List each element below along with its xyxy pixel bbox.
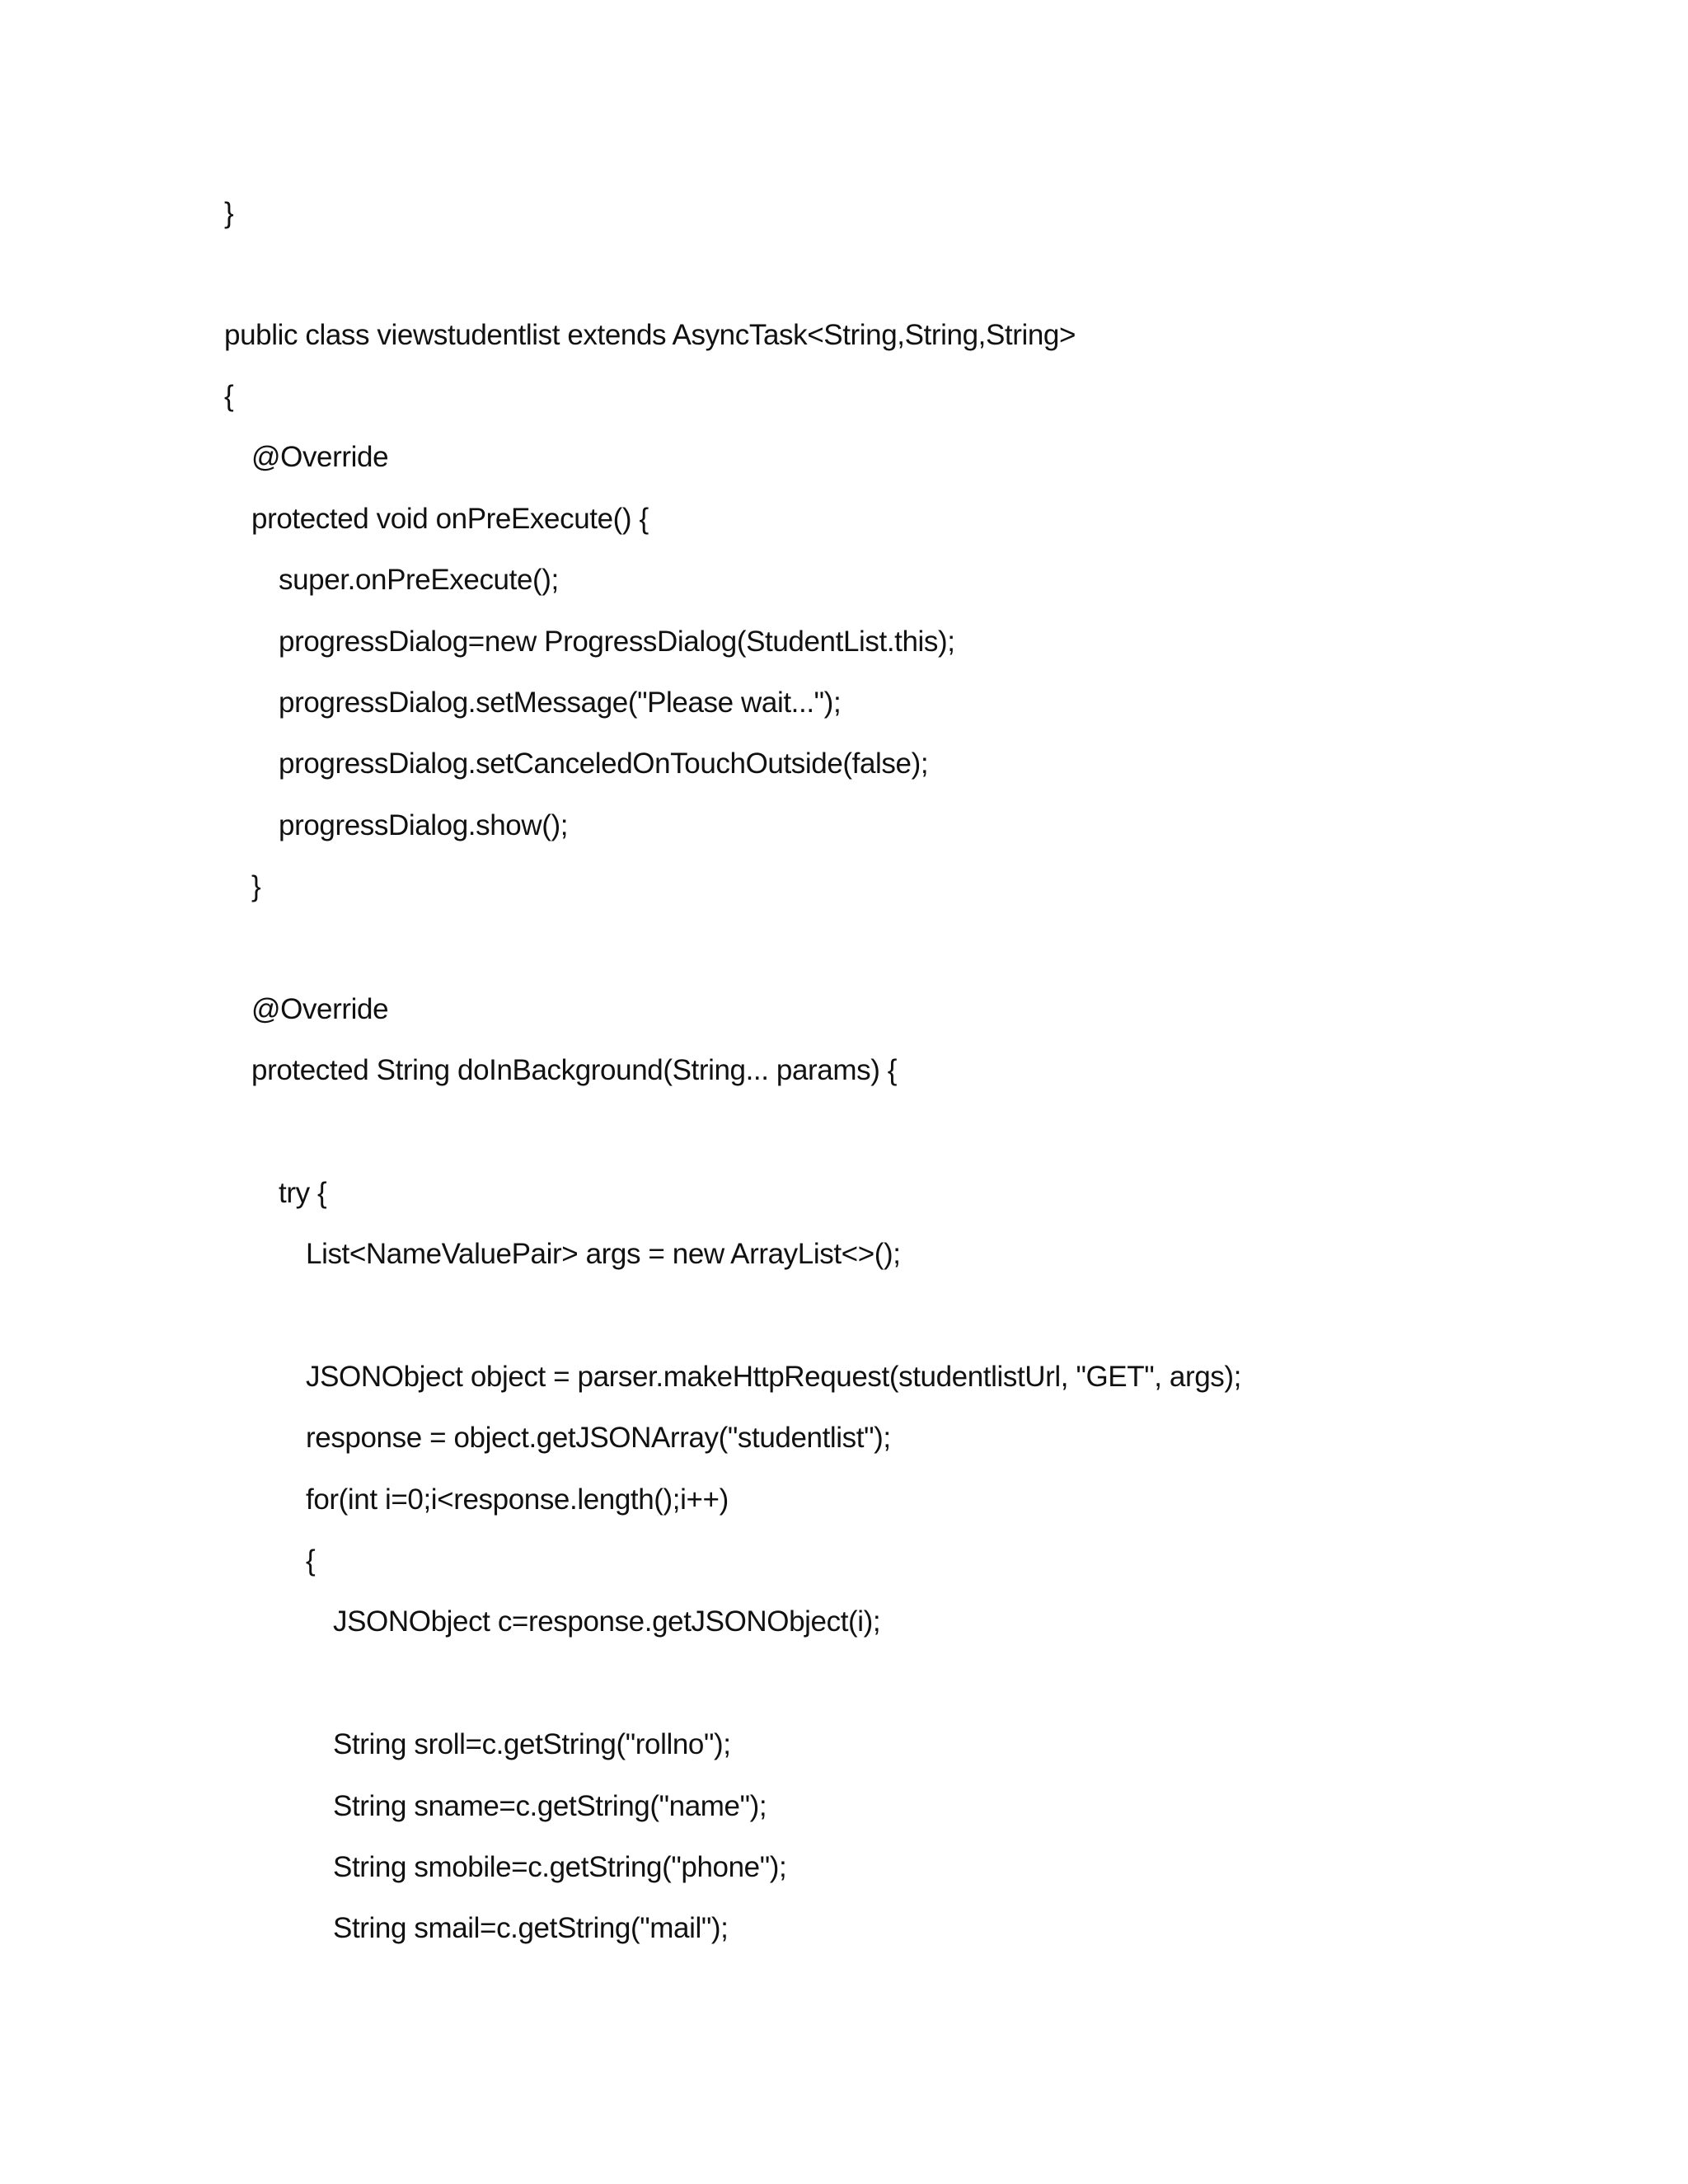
code-line: protected String doInBackground(String... params) {	[251, 1054, 898, 1086]
code-line: JSONObject object = parser.makeHttpRequest(studentlistUrl, "GET", args);	[306, 1361, 1241, 1393]
code-line: List<NameValuePair> args = new ArrayList<>();	[306, 1238, 901, 1270]
code-line: @Override	[251, 441, 389, 473]
code-line: {	[224, 380, 234, 412]
code-line: progressDialog.show();	[279, 809, 569, 841]
code-line: {	[306, 1544, 316, 1577]
code-line: protected void onPreExecute() {	[251, 503, 649, 535]
code-line: String sname=c.getString("name");	[333, 1790, 767, 1822]
code-line: progressDialog=new ProgressDialog(StudentList.this);	[279, 626, 955, 658]
code-line: JSONObject c=response.getJSONObject(i);	[333, 1605, 881, 1638]
code-line: for(int i=0;i<response.length();i++)	[306, 1483, 729, 1516]
code-line: String sroll=c.getString("rollno");	[333, 1728, 731, 1760]
code-line: String smail=c.getString("mail");	[333, 1912, 729, 1944]
code-line: progressDialog.setMessage("Please wait...");	[279, 687, 842, 719]
code-line: }	[251, 870, 261, 902]
code-line: @Override	[251, 993, 389, 1025]
code-line: super.onPreExecute();	[279, 564, 559, 596]
code-line: String smobile=c.getString("phone");	[333, 1851, 787, 1883]
code-line: public class viewstudentlist extends AsyncTask<String,String,String>	[224, 319, 1076, 351]
code-line: progressDialog.setCanceledOnTouchOutside(false);	[279, 748, 929, 780]
code-line: try {	[279, 1177, 327, 1209]
code-line: }	[224, 197, 234, 229]
code-line: response = object.getJSONArray("studentlist");	[306, 1422, 891, 1454]
